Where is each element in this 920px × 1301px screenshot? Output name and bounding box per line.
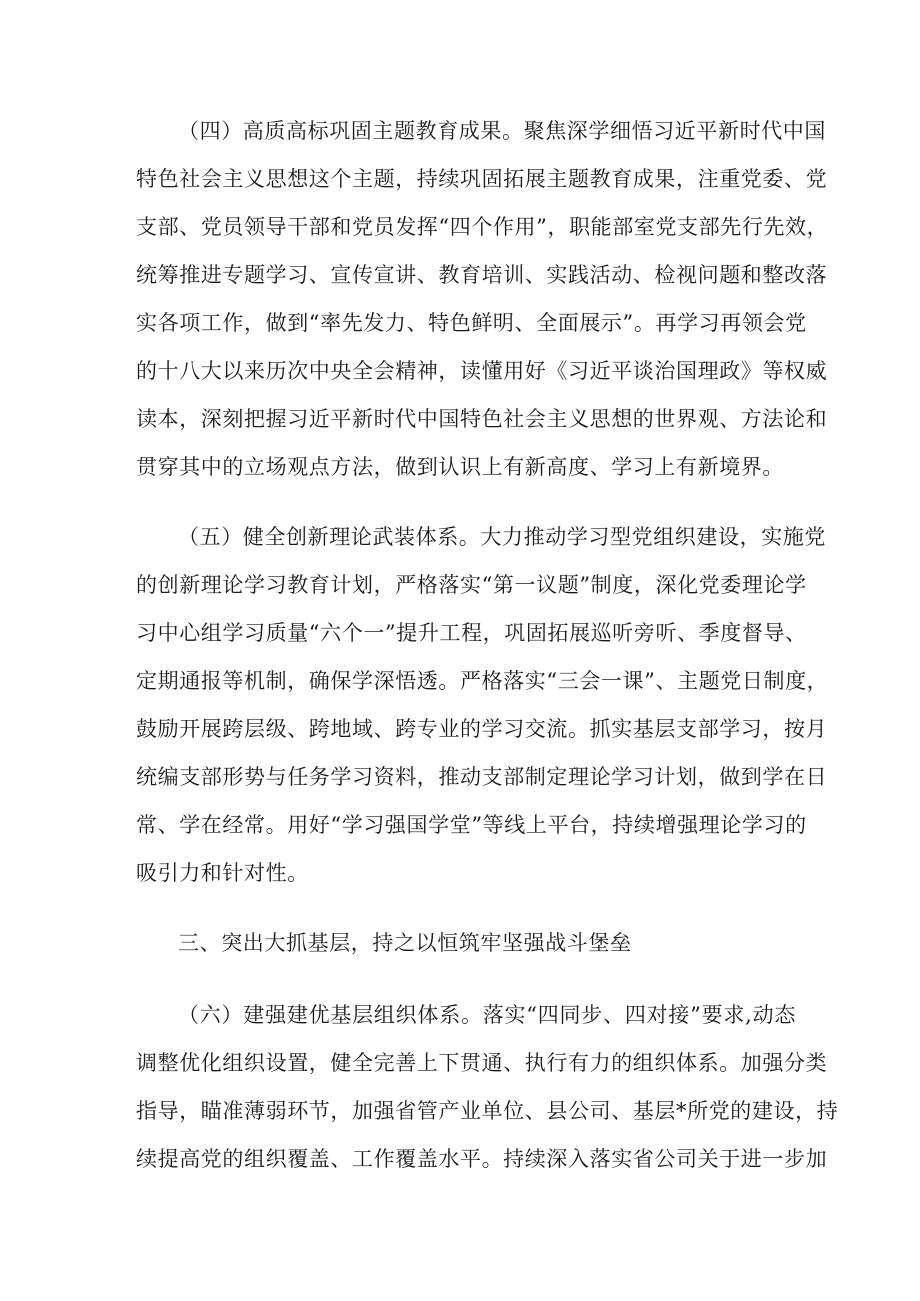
paragraph-line: 吸引力和针对性。: [136, 861, 309, 885]
paragraph-line: 常、学在经常。用好“学习强国学堂”等线上平台，持续增强理论学习的: [136, 813, 807, 837]
paragraph-line: 读本，深刻把握习近平新时代中国特色社会主义思想的世界观、方法论和: [136, 407, 828, 431]
paragraph-line: 贯穿其中的立场观点方法，做到认识上有新高度、学习上有新境界。: [136, 455, 784, 479]
paragraph-line: （五）健全创新理论武装体系。大力推动学习型党组织建设，实施党: [178, 525, 826, 549]
paragraph-line: 统筹推进专题学习、宣传宣讲、教育培训、实践活动、检视问题和整改落: [136, 263, 828, 287]
paragraph-line: 定期通报等机制，确保学深悟透。严格落实“三会一课”、主题党日制度，: [136, 669, 829, 693]
paragraph-line: 特色社会主义思想这个主题，持续巩固拓展主题教育成果，注重党委、党: [136, 167, 828, 191]
paragraph-line: 鼓励开展跨层级、跨地域、跨专业的学习交流。抓实基层支部学习，按月: [136, 717, 828, 741]
paragraph-line: 续提高党的组织覆盖、工作覆盖水平。持续深入落实省公司关于进一步加: [136, 1147, 828, 1171]
paragraph-line: 指导，瞄准薄弱环节，加强省管产业单位、县公司、基层*所党的建设，持: [136, 1099, 839, 1123]
paragraph-line: 调整优化组织设置，健全完善上下贯通、执行有力的组织体系。加强分类: [136, 1051, 828, 1075]
paragraph-line: 的十八大以来历次中央全会精神，读懂用好《习近平谈治国理政》等权威: [136, 359, 828, 383]
section-heading: 三、突出大抓基层，持之以恒筑牢坚强战斗堡垒: [178, 931, 632, 955]
paragraph-line: 支部、党员领导干部和党员发挥“四个作用”，职能部室党支部先行先效，: [136, 215, 829, 239]
paragraph-line: （六）建强建优基层组织体系。落实“四同步、四对接”要求,动态: [178, 1003, 796, 1027]
paragraph-line: 的创新理论学习教育计划，严格落实“第一议题”制度，深化党委理论学: [136, 573, 807, 597]
paragraph-line: （四）高质高标巩固主题教育成果。聚焦深学细悟习近平新时代中国: [178, 119, 826, 143]
paragraph-line: 习中心组学习质量“六个一”提升工程，巩固拓展巡听旁听、季度督导、: [136, 621, 807, 645]
paragraph-line: 实各项工作，做到“率先发力、特色鲜明、全面展示”。再学习再领会党: [136, 311, 807, 335]
paragraph-line: 统编支部形势与任务学习资料，推动支部制定理论学习计划，做到学在日: [136, 765, 828, 789]
